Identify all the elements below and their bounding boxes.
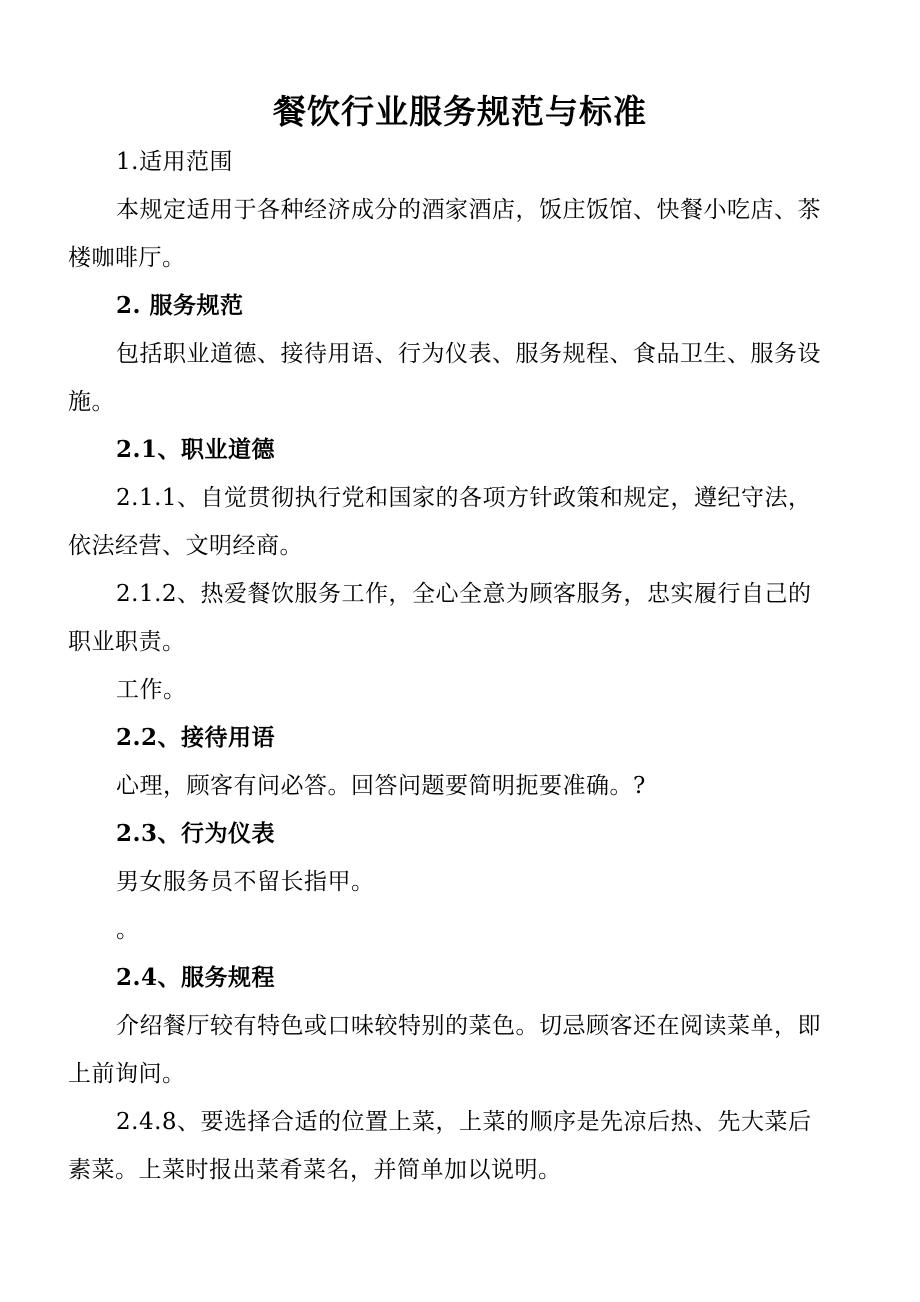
paragraph-line: 包括职业道德、接待用语、行为仪表、服务规程、食品卫生、服务设: [116, 341, 821, 367]
paragraph-line: 心理，顾客有问必答。回答问题要简明扼要准确。?: [116, 773, 646, 799]
paragraph-line: 男女服务员不留长指甲。: [116, 869, 375, 895]
paragraph-line: 本规定适用于各种经济成分的酒家酒店，饭庄饭馆、快餐小吃店、茶: [116, 197, 821, 223]
section-heading-service-norms: 2. 服务规范: [116, 292, 244, 319]
paragraph-line: 2.1.1、自觉贯彻执行党和国家的各项方针政策和规定，遵纪守法，: [116, 485, 812, 511]
section-heading-scope: 1.适用范围: [116, 149, 233, 175]
paragraph-line: 依法经营、文明经商。: [68, 533, 303, 559]
document-body: [68, 138, 856, 1194]
paragraph-line: 2.1.2、热爱餐饮服务工作，全心全意为顾客服务，忠实履行自己的: [116, 581, 812, 607]
section-heading-ethics: 2.1、职业道德: [116, 436, 276, 463]
paragraph-line: 施。: [68, 389, 115, 415]
section-heading-reception-language: 2.2、接待用语: [116, 724, 276, 751]
section-heading-conduct: 2.3、行为仪表: [116, 820, 276, 847]
paragraph-line: 上前询问。: [68, 1061, 186, 1087]
paragraph-line: 2.4.8、要选择合适的位置上菜，上菜的顺序是先凉后热、先大菜后: [116, 1109, 812, 1135]
paragraph-line: 。: [116, 917, 140, 943]
paragraph-line: 素菜。上菜时报出菜肴菜名，并简单加以说明。: [68, 1157, 562, 1183]
section-heading-procedures: 2.4、服务规程: [116, 964, 276, 991]
paragraph-line: 介绍餐厅较有特色或口味较特别的菜色。切忌顾客还在阅读菜单，即: [116, 1013, 821, 1039]
paragraph-line: 职业职责。: [68, 629, 186, 655]
paragraph-line: 楼咖啡厅。: [68, 245, 186, 271]
paragraph-line: 工作。: [116, 677, 187, 703]
document-title: 餐饮行业服务规范与标准: [273, 92, 647, 131]
